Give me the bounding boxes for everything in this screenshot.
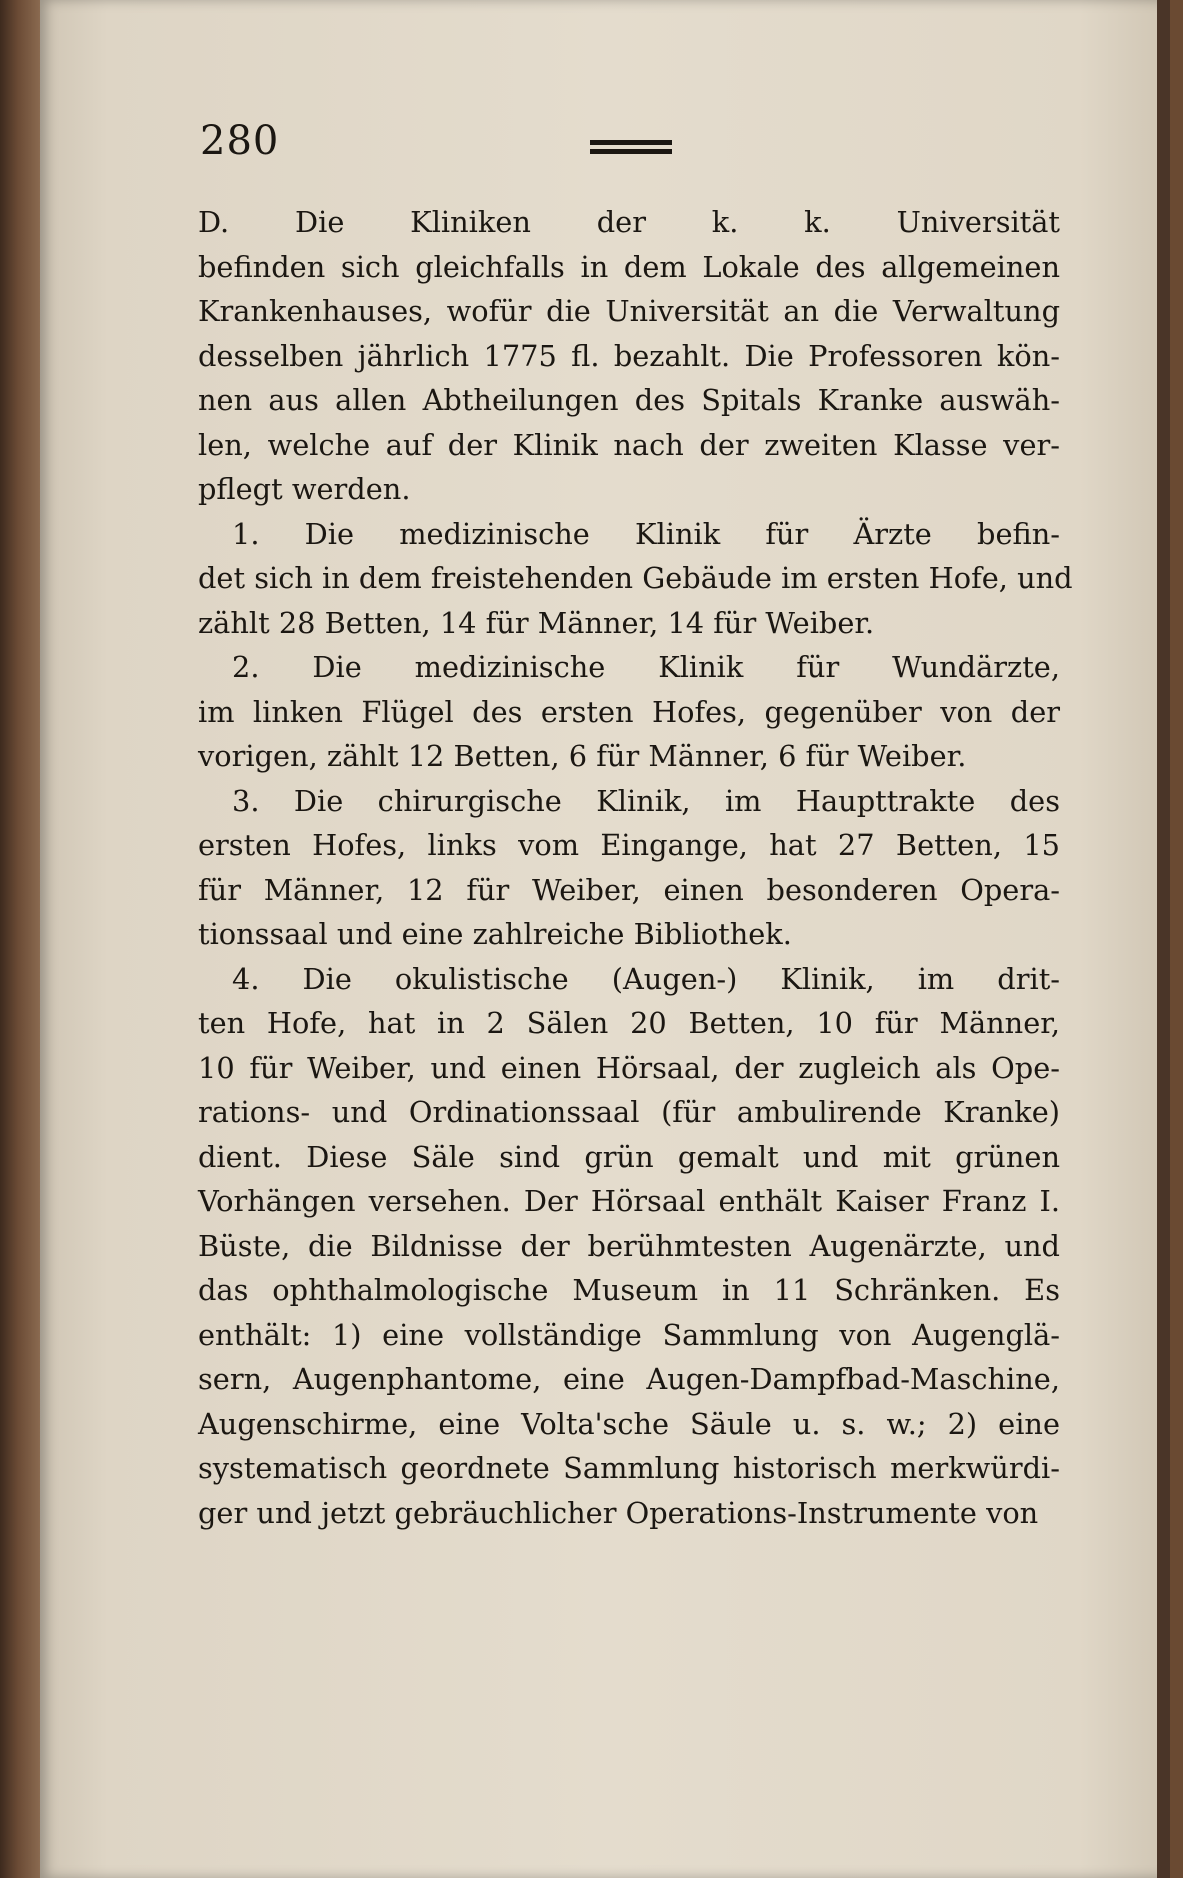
text-line: Augenschirme, eine Volta'sche Säule u. s. w.; 2) eine: [198, 1406, 1060, 1441]
text-line: pflegt werden.: [198, 472, 411, 506]
text-line: tionssaal und eine zahlreiche Bibliothek.: [198, 917, 792, 951]
text-line: 10 für Weiber, und einen Hörsaal, der zugleich als Ope-: [198, 1050, 1060, 1085]
page-header: [200, 118, 1060, 168]
text-line: 3. Die chirurgische Klinik, im Haupttrakte des: [232, 783, 1060, 818]
text-line: det sich in dem freistehenden Gebäude im ersten Hofe, und: [198, 561, 1073, 595]
text-line: 1. Die medizinische Klinik für Ärzte befin-: [232, 516, 1060, 551]
text-line: ger und jetzt gebräuchlicher Operations-Instrumente von: [198, 1495, 1039, 1530]
text-line: systematisch geordnete Sammlung historisch merkwürdi-: [198, 1451, 1060, 1485]
text-line: Vorhängen versehen. Der Hörsaal enthält Kaiser Franz I.: [198, 1184, 1060, 1218]
text-line: enthält: 1) eine vollständige Sammlung von Augenglä-: [198, 1317, 1060, 1352]
header-rule: [590, 140, 672, 154]
text-line: das ophthalmologische Museum in 11 Schränken. Es: [198, 1273, 1060, 1307]
text-line: Büste, die Bildnisse der berühmtesten Augenärzte, und: [198, 1228, 1060, 1263]
text-line: ten Hofe, hat in 2 Sälen 20 Betten, 10 für Männer,: [198, 1006, 1060, 1040]
paragraph: [198, 957, 1060, 1536]
text-line: 2. Die medizinische Klinik für Wundärzte,: [232, 650, 1060, 684]
text-line: nen aus allen Abtheilungen des Spitals Kranke auswäh-: [198, 383, 1060, 417]
text-line: dient. Diese Säle sind grün gemalt und mit grünen: [198, 1139, 1060, 1174]
text-line: sern, Augenphantome, eine Augen-Dampfbad-Maschine,: [198, 1362, 1060, 1396]
text-line: rations- und Ordinationssaal (für ambulirende Kranke): [198, 1095, 1060, 1129]
text-line: befinden sich gleichfalls in dem Lokale des allgemeinen: [198, 249, 1060, 284]
text-line: Krankenhauses, wofür die Universität an die Verwaltung: [198, 294, 1060, 328]
text-line: vorigen, zählt 12 Betten, 6 für Männer, 6 für Weiber.: [198, 739, 967, 773]
paragraph: [198, 779, 1060, 957]
paragraph: [198, 512, 1073, 646]
text-line: D. Die Kliniken der k. k. Universität: [198, 205, 1060, 239]
paragraph: [198, 200, 1060, 512]
text-line: desselben jährlich 1775 fl. bezahlt. Die Professoren kön-: [198, 338, 1060, 373]
text-line: im linken Flügel des ersten Hofes, gegenüber von der: [198, 694, 1060, 729]
text-line: zählt 28 Betten, 14 für Männer, 14 für Weiber.: [198, 605, 875, 640]
text-line: 4. Die okulistische (Augen-) Klinik, im drit-: [232, 961, 1060, 996]
text-line: für Männer, 12 für Weiber, einen besonderen Opera-: [198, 872, 1060, 907]
text-line: ersten Hofes, links vom Eingange, hat 27 Betten, 15: [198, 828, 1060, 862]
book-binding: [0, 0, 40, 1878]
paragraph: [198, 645, 1060, 779]
page-edge: [1157, 0, 1170, 1878]
text-line: len, welche auf der Klinik nach der zweiten Klasse ver-: [198, 427, 1060, 462]
body-text: [198, 200, 1073, 1535]
page-number: 280: [200, 118, 280, 164]
